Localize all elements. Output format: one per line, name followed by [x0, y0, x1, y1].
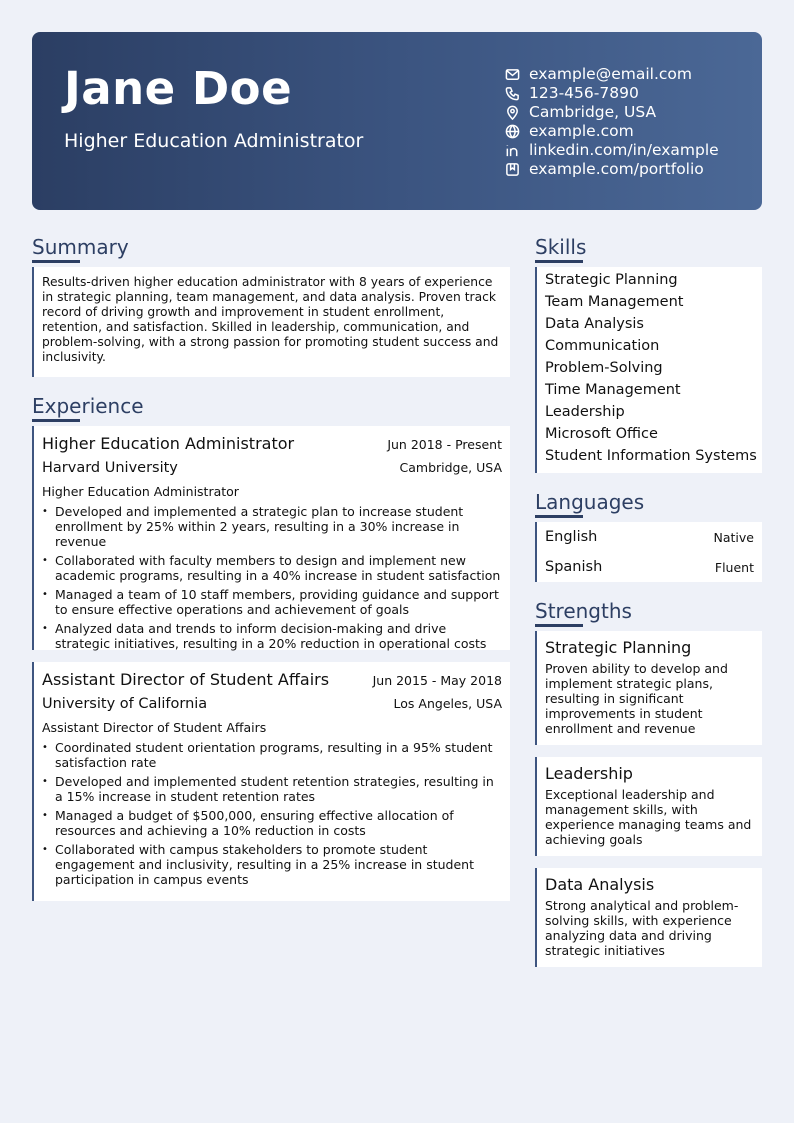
- skill-item: Strategic Planning: [545, 272, 678, 288]
- job-role: Assistant Director of Student Affairs: [42, 720, 267, 735]
- phone-icon: [504, 86, 520, 102]
- contact-phone[interactable]: [504, 84, 719, 103]
- contact-website[interactable]: [504, 122, 719, 141]
- strength-description: Proven ability to develop and implement strategic plans, resulting in significant improvements in student enrollment and revenue: [545, 661, 728, 736]
- contact-website-text: example.com: [529, 122, 634, 140]
- contact-email-text: example@email.com: [529, 65, 692, 83]
- resume-header: [32, 32, 762, 210]
- strength-description: Strong analytical and problem-solving skills, with experience analyzing data and driving strategic initiatives: [545, 898, 739, 958]
- contact-portfolio-text: example.com/portfolio: [529, 160, 704, 178]
- contact-location-text: Cambridge, USA: [529, 103, 657, 121]
- job-date: Jun 2015 - May 2018: [372, 673, 502, 688]
- strength-card: [535, 868, 762, 967]
- job-bullet: • Coordinated student orientation programs, resulting in a 95% student satisfaction rate: [42, 740, 502, 770]
- contact-location: [504, 103, 719, 122]
- contact-portfolio[interactable]: [504, 160, 719, 179]
- job-title: Higher Education Administrator: [42, 434, 295, 453]
- skill-item: Microsoft Office: [545, 426, 658, 442]
- skill-item: Data Analysis: [545, 316, 644, 332]
- skills-card: [535, 267, 762, 473]
- strength-title: Leadership: [545, 764, 633, 783]
- portfolio-icon: [504, 162, 520, 178]
- job-bullet: • Developed and implemented a strategic plan to increase student enrollment by 25% within 2 years, resulting in a 30% increase in revenue: [42, 504, 502, 549]
- job-bullet: • Analyzed data and trends to inform decision-making and drive strategic initiatives, resulting in a 20% reduction in operational costs: [42, 621, 502, 651]
- job-bullets: [42, 740, 502, 887]
- skill-item: Communication: [545, 338, 660, 354]
- job-date: Jun 2018 - Present: [387, 437, 502, 452]
- summary-text: Results-driven higher education administrator with 8 years of experience in strategic planning, team management, and data analysis. Proven track record of driving growth and improvement in student enrollment, retention, and satisfaction. Skilled in leadership, communication, and problem-solving, with a strong passion for promoting student success and inclusivity.: [42, 275, 499, 364]
- language-level: Fluent: [714, 559, 754, 575]
- job-bullet: • Managed a budget of $500,000, ensuring effective allocation of resources and achieving a 10% reduction in costs: [42, 808, 502, 838]
- skills-heading: Skills: [535, 235, 587, 259]
- language-name: English: [545, 529, 598, 545]
- candidate-title: Higher Education Administrator: [64, 130, 364, 152]
- strength-card: [535, 757, 762, 856]
- strengths-heading: Strengths: [535, 599, 632, 623]
- job-organization: University of California: [42, 696, 208, 712]
- strengths-underline: [535, 624, 583, 627]
- strength-title: Data Analysis: [545, 875, 655, 894]
- summary-heading: Summary: [32, 235, 129, 259]
- contact-linkedin-text: linkedin.com/in/example: [529, 141, 719, 159]
- summary-underline: [32, 260, 80, 263]
- job-title: Assistant Director of Student Affairs: [42, 670, 330, 689]
- job-card: [32, 662, 510, 901]
- job-bullet: • Developed and implemented student retention strategies, resulting in a 15% increase in student retention rates: [42, 774, 502, 804]
- contact-linkedin[interactable]: [504, 141, 719, 160]
- job-location: Los Angeles, USA: [393, 696, 502, 711]
- contact-phone-text: 123-456-7890: [529, 84, 639, 102]
- experience-heading: Experience: [32, 394, 144, 418]
- strength-card: [535, 631, 762, 745]
- skill-item: Student Information Systems: [545, 448, 757, 464]
- language-level: Native: [713, 529, 754, 545]
- mail-icon: [504, 67, 520, 83]
- experience-underline: [32, 419, 80, 422]
- job-bullet: • Collaborated with faculty members to design and implement new academic programs, resulting in a 40% increase in student satisfaction: [42, 553, 502, 583]
- skill-item: Team Management: [545, 294, 684, 310]
- job-location: Cambridge, USA: [399, 460, 502, 475]
- linkedin-icon: [504, 143, 520, 159]
- skill-item: Leadership: [545, 404, 625, 420]
- languages-underline: [535, 515, 583, 518]
- skills-underline: [535, 260, 583, 263]
- languages-card: [535, 522, 762, 582]
- job-bullets: [42, 504, 502, 651]
- language-row: [537, 552, 762, 582]
- job-organization: Harvard University: [42, 460, 178, 476]
- job-bullet: • Managed a team of 10 staff members, providing guidance and support to ensure effective operations and achievement of goals: [42, 587, 502, 617]
- job-bullet: • Collaborated with campus stakeholders to promote student engagement and inclusivity, resulting in a 25% increase in student participation in campus events: [42, 842, 502, 887]
- contact-email[interactable]: [504, 65, 719, 84]
- location-icon: [504, 105, 520, 121]
- language-row: [537, 522, 762, 552]
- job-card: [32, 426, 510, 650]
- job-role: Higher Education Administrator: [42, 484, 239, 499]
- candidate-name: Jane Doe: [64, 62, 293, 115]
- skill-item: Problem-Solving: [545, 360, 663, 376]
- strength-title: Strategic Planning: [545, 638, 692, 657]
- skill-item: Time Management: [545, 382, 681, 398]
- contact-list: [504, 65, 719, 179]
- globe-icon: [504, 124, 520, 140]
- languages-heading: Languages: [535, 490, 645, 514]
- summary-card: [32, 267, 510, 377]
- strength-description: Exceptional leadership and management skills, with experience managing teams and achieving goals: [545, 787, 752, 847]
- language-name: Spanish: [545, 559, 603, 575]
